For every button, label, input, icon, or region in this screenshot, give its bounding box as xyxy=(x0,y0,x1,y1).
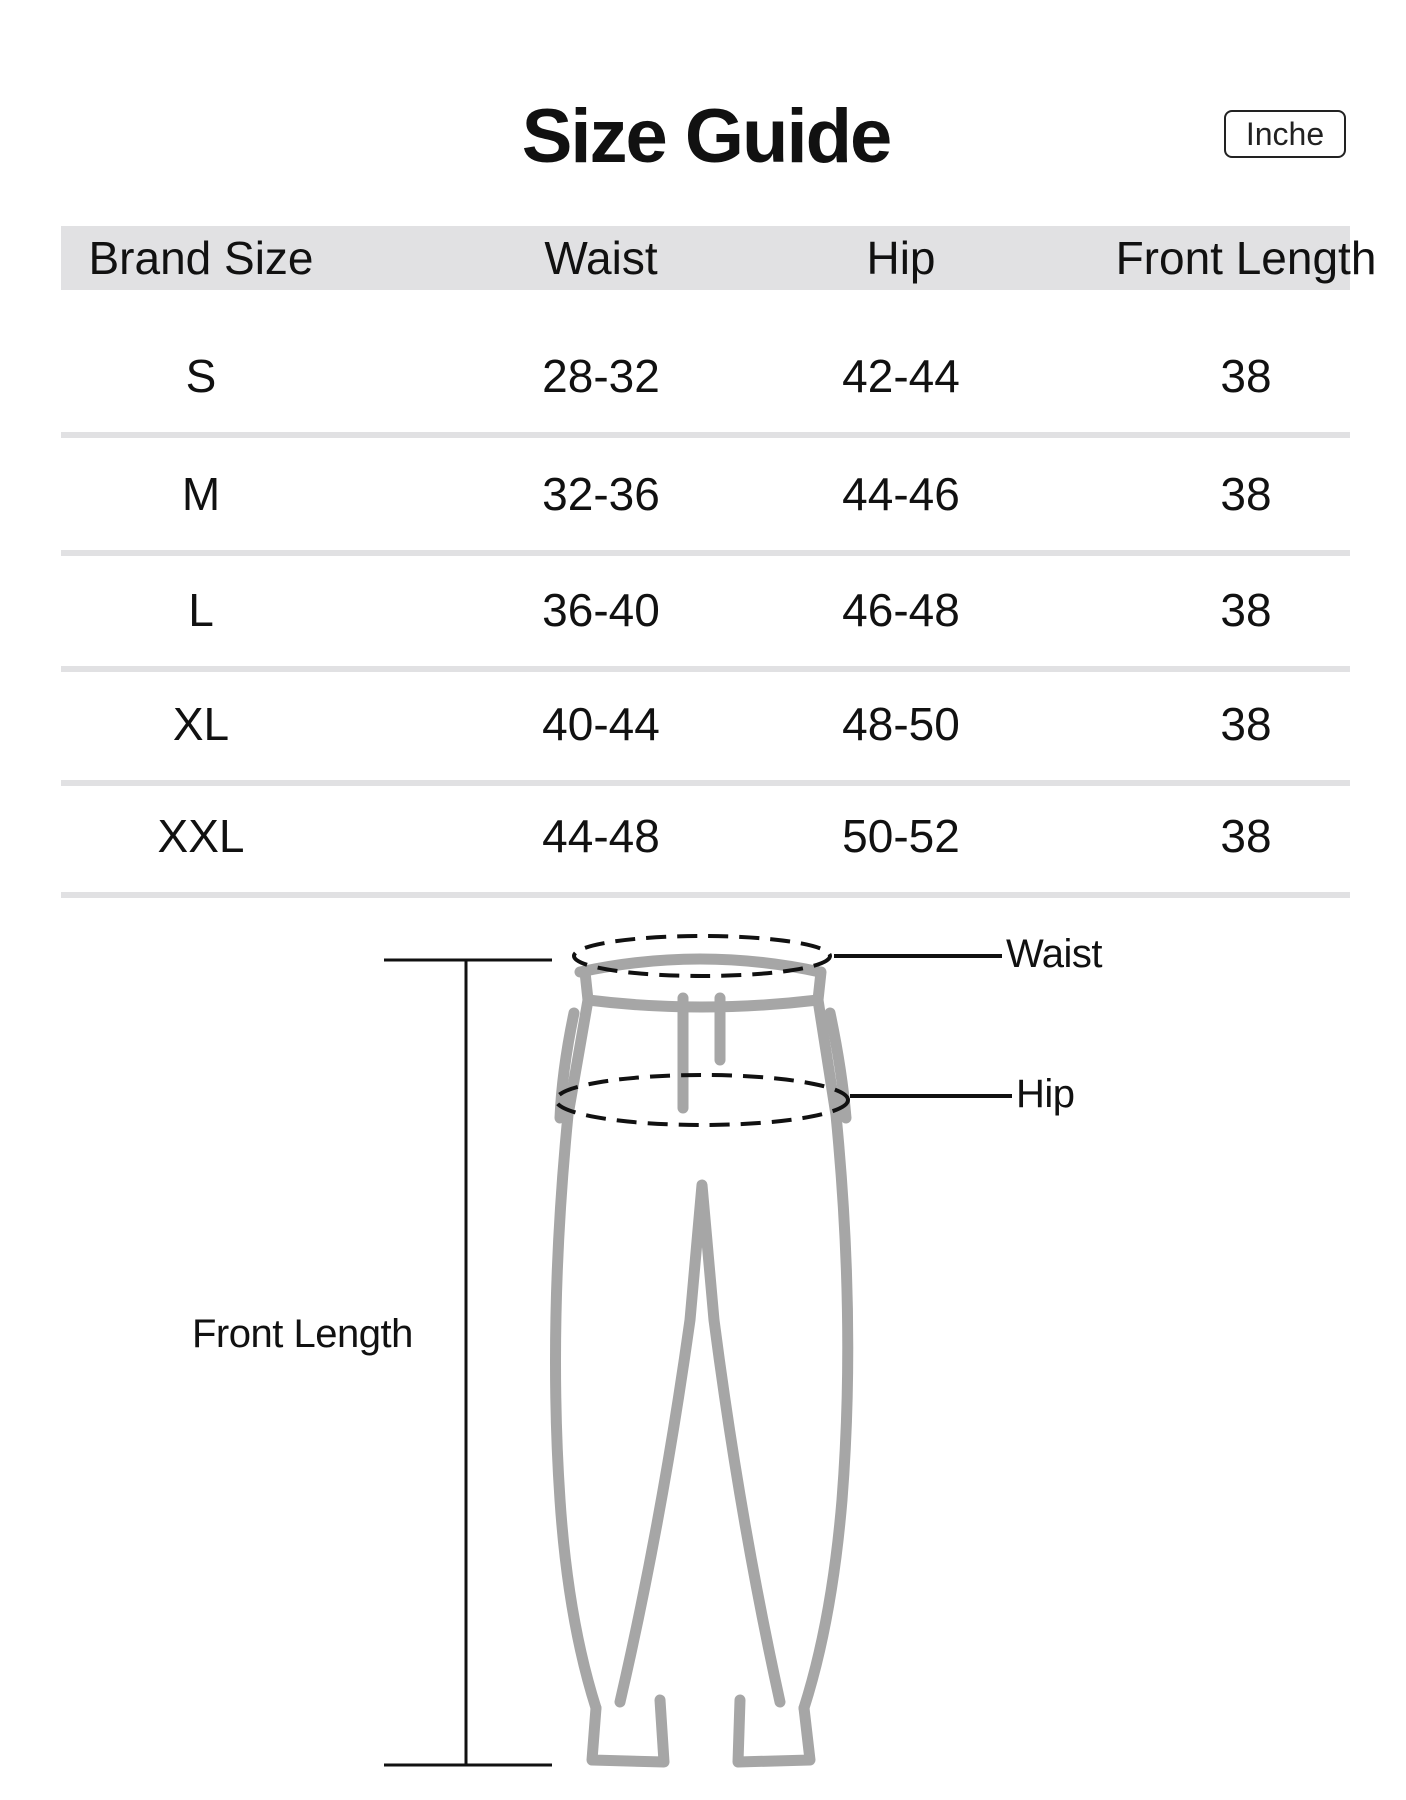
hip-measure xyxy=(556,1075,1012,1125)
waist-measure xyxy=(574,936,1002,976)
size-cell: XL xyxy=(172,698,230,750)
front-length-label: Front Length xyxy=(192,1312,413,1356)
left-cuff xyxy=(592,1700,664,1762)
inseam xyxy=(620,1185,780,1702)
size-cell: L xyxy=(188,584,214,636)
waist-cell: 28-32 xyxy=(542,350,660,402)
page-title: Size Guide xyxy=(521,94,891,179)
front-length-cell: 38 xyxy=(1220,350,1272,402)
size-cell: XXL xyxy=(157,810,245,862)
hip-cell: 50-52 xyxy=(842,810,960,862)
header-front-length: Front Length xyxy=(1115,232,1377,284)
hip-label: Hip xyxy=(1016,1072,1075,1116)
hip-cell: 42-44 xyxy=(842,350,960,402)
hip-cell: 44-46 xyxy=(842,468,960,520)
right-cuff xyxy=(738,1700,810,1762)
front-length-dimension xyxy=(384,960,552,1765)
waist-cell: 36-40 xyxy=(542,584,660,636)
header-brand-size: Brand Size xyxy=(88,232,314,284)
waist-cell: 32-36 xyxy=(542,468,660,520)
waist-cell: 44-48 xyxy=(542,810,660,862)
front-length-cell: 38 xyxy=(1220,468,1272,520)
hip-cell: 46-48 xyxy=(842,584,960,636)
hip-cell: 48-50 xyxy=(842,698,960,750)
front-length-cell: 38 xyxy=(1220,584,1272,636)
unit-toggle-button[interactable]: Inche xyxy=(1224,110,1346,158)
header-waist: Waist xyxy=(544,232,658,284)
header-hip: Hip xyxy=(866,232,936,284)
front-length-cell: 38 xyxy=(1220,698,1272,750)
front-length-cell: 38 xyxy=(1220,810,1272,862)
hip-ellipse xyxy=(556,1075,848,1125)
waist-label: Waist xyxy=(1006,932,1103,976)
waist-cell: 40-44 xyxy=(542,698,660,750)
size-cell: S xyxy=(185,350,217,402)
pants-illustration xyxy=(556,959,848,1762)
size-cell: M xyxy=(181,468,221,520)
